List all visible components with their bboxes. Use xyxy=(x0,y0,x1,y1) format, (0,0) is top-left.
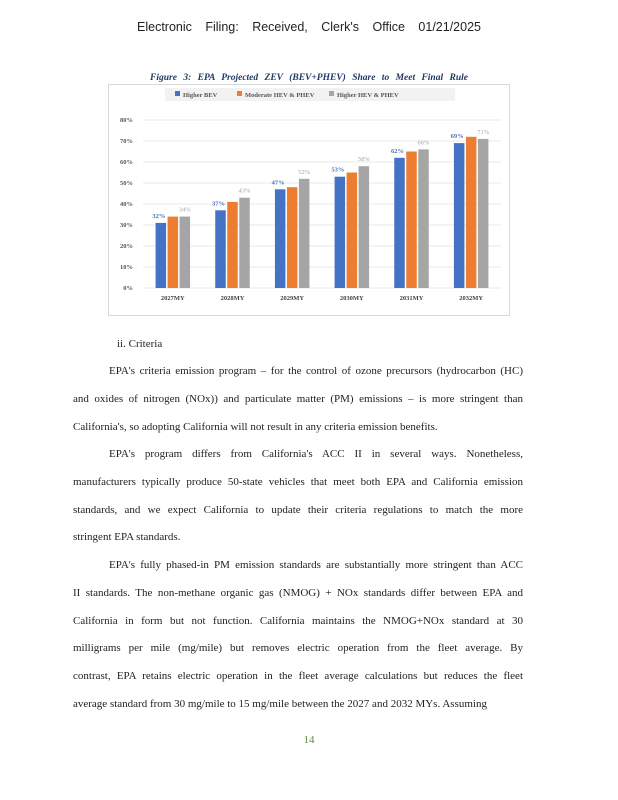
x-tick-label: 2031MY xyxy=(399,295,424,302)
data-label: 52% xyxy=(298,168,311,176)
paragraph-line: EPA's program differs from California's ACC II in several ways. Nonetheless, xyxy=(109,448,523,460)
paragraph-line: California's, so adopting California will not result in any criteria emission benefits. xyxy=(73,420,438,433)
y-tick-label: 10% xyxy=(120,264,133,271)
data-label: 37% xyxy=(212,200,225,208)
bar-higher-hev-phev xyxy=(239,198,250,288)
section-heading: ii. Criteria xyxy=(117,338,163,350)
y-tick-label: 20% xyxy=(120,243,133,250)
paragraph-line: standards, and we expect California to update their criteria regulations to match the more xyxy=(73,503,523,516)
data-label: 34% xyxy=(178,206,191,214)
bar-moderate-hev-phev xyxy=(406,152,417,289)
bar-higher-bev xyxy=(215,210,226,288)
page-number: 14 xyxy=(303,734,315,746)
paragraph-line: EPA's fully phased-in PM emission standards are substantially more stringent than ACC xyxy=(109,559,523,571)
data-label: 58% xyxy=(357,156,370,164)
data-label: 69% xyxy=(450,133,464,141)
bar-higher-bev xyxy=(454,143,465,288)
bar-higher-bev xyxy=(394,158,405,288)
bar-moderate-hev-phev xyxy=(466,137,477,288)
y-tick-label: 30% xyxy=(120,222,133,229)
chart-canvas xyxy=(109,85,509,315)
y-tick-label: 60% xyxy=(120,159,133,166)
paragraph-line: manufacturers typically produce 50-state vehicles that meet both EPA and California emission xyxy=(73,475,523,488)
bar-higher-hev-phev xyxy=(478,139,489,288)
legend-label: Higher BEV xyxy=(183,92,218,99)
bar-higher-hev-phev xyxy=(180,217,191,288)
bar-higher-hev-phev xyxy=(359,166,370,288)
paragraph-line: EPA's criteria emission program – for the control of ozone precursors (hydrocarbon (HC) xyxy=(109,365,523,377)
paragraph-line: and oxides of nitrogen (NOx)) and particulate matter (PM) emissions – is more stringent than xyxy=(73,392,523,405)
zev-share-chart xyxy=(108,84,510,316)
paragraph-line: average standard from 30 mg/mile to 15 mg/mile between the 2027 and 2032 MYs. Assuming xyxy=(73,697,487,710)
y-tick-label: 80% xyxy=(120,117,133,124)
paragraph-3 xyxy=(73,552,523,719)
data-label: 43% xyxy=(238,187,251,195)
x-tick-label: 2027MY xyxy=(160,295,185,302)
data-label: 66% xyxy=(417,139,430,147)
bar-moderate-hev-phev xyxy=(287,187,298,288)
data-label: 53% xyxy=(331,166,345,174)
legend-swatch xyxy=(237,91,242,96)
bar-moderate-hev-phev xyxy=(347,173,358,289)
paragraph-line: II standards. The non-methane organic gas (NMOG) + NOx standards differ between EPA and xyxy=(73,586,523,599)
paragraph-line: stringent EPA standards. xyxy=(73,531,181,544)
data-label: 62% xyxy=(391,147,404,155)
data-label: 71% xyxy=(477,128,490,136)
data-label: 32% xyxy=(152,212,166,220)
bar-higher-bev xyxy=(275,189,286,288)
y-tick-label: 0% xyxy=(123,285,133,292)
figure-title: Figure 3: EPA Projected ZEV (BEV+PHEV) Share to Meet Final Rule xyxy=(150,73,468,83)
paragraph-1 xyxy=(73,358,523,441)
y-tick-label: 40% xyxy=(120,201,133,208)
legend-label: Moderate HEV & PHEV xyxy=(245,92,315,99)
data-label: 47% xyxy=(271,179,285,187)
x-tick-label: 2032MY xyxy=(459,295,484,302)
bar-moderate-hev-phev xyxy=(227,202,238,288)
paragraph-line: milligrams per mile (mg/mile) but removes electric operation from the fleet average. By xyxy=(73,642,523,655)
legend-label: Higher HEV & PHEV xyxy=(337,92,399,99)
paragraph-line: contrast, EPA retains electric operation in the fleet average calculations but reduces the fleet xyxy=(73,670,523,683)
x-tick-label: 2029MY xyxy=(280,295,305,302)
x-tick-label: 2030MY xyxy=(339,295,364,302)
legend-swatch xyxy=(175,91,180,96)
y-tick-label: 70% xyxy=(120,138,133,145)
filing-header: Electronic Filing: Received, Clerk's Office 01/21/2025 xyxy=(137,20,481,34)
y-tick-label: 50% xyxy=(120,180,133,187)
bar-moderate-hev-phev xyxy=(168,217,179,288)
bar-higher-hev-phev xyxy=(299,179,310,288)
paragraph-line: California in form but not function. California maintains the NMOG+NOx standard at 30 xyxy=(73,614,523,627)
x-tick-label: 2028MY xyxy=(220,295,245,302)
bar-higher-bev xyxy=(156,223,167,288)
legend-swatch xyxy=(329,91,334,96)
bar-higher-bev xyxy=(335,177,346,288)
paragraph-2 xyxy=(73,441,523,552)
bar-higher-hev-phev xyxy=(418,149,429,288)
